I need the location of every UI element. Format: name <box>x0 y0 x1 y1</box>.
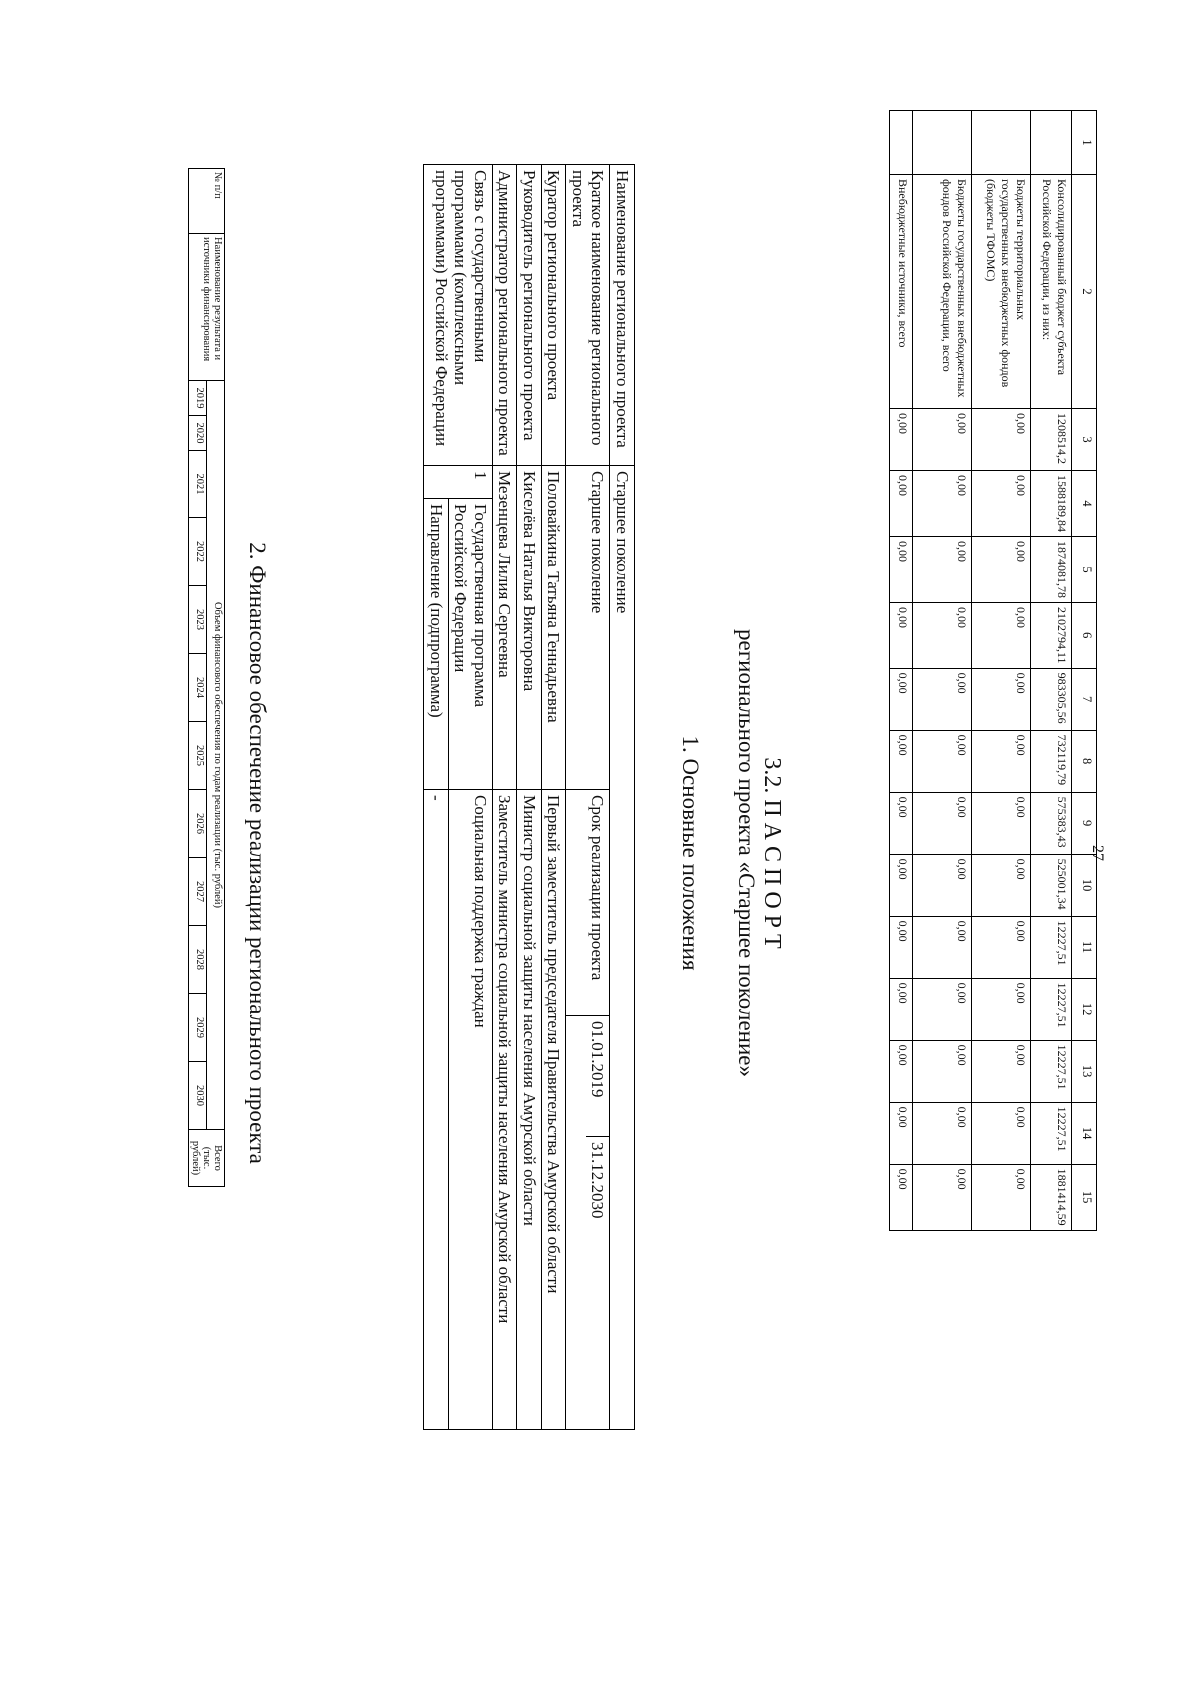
row-name: Внебюджетные источники, всего <box>890 175 913 409</box>
value-cell: 0,00 <box>913 1040 972 1102</box>
table-row <box>972 111 1031 1231</box>
value-cell: 0,00 <box>972 978 1031 1040</box>
header-cell: 6 <box>1072 603 1097 669</box>
year-cell: 2023 <box>189 586 207 654</box>
link-num: 1 <box>424 466 493 499</box>
head-role: Министр социальной защиты населения Амурской области <box>517 790 542 1430</box>
row-num <box>890 111 913 175</box>
year-cell: 2022 <box>189 518 207 586</box>
year-cell: 2026 <box>189 790 207 858</box>
value-cell: 575383,43 <box>1031 792 1072 854</box>
table-row <box>207 169 225 1187</box>
header-cell: 11 <box>1072 916 1097 978</box>
value-cell: 0,00 <box>972 471 1031 537</box>
value-cell: 0,00 <box>972 1040 1031 1102</box>
row-num <box>1031 111 1072 175</box>
header-cell: 1 <box>1072 111 1097 175</box>
header-cell: 2 <box>1072 175 1097 409</box>
value-cell: 0,00 <box>972 603 1031 669</box>
value-cell: 0,00 <box>913 471 972 537</box>
program-value: Социальная поддержка граждан <box>448 790 492 1430</box>
value-cell: 0,00 <box>913 978 972 1040</box>
basic-provisions-table <box>423 164 635 1430</box>
value-cell: 12227,51 <box>1031 916 1072 978</box>
term-start: 01.01.2019 <box>586 1016 610 1137</box>
link-label: Связь с государственными программами (комплексными программами) Российской Федерации <box>424 165 493 466</box>
table-row <box>913 111 972 1231</box>
value-cell: 0,00 <box>972 730 1031 792</box>
section2-table <box>188 168 225 1187</box>
row-name: Консолидированный бюджет субъекта Российской Федерации, из них: <box>1031 175 1072 409</box>
value-cell: 12227,51 <box>1031 978 1072 1040</box>
table-row <box>610 165 635 1430</box>
value-cell: 0,00 <box>972 916 1031 978</box>
value-cell: 0,00 <box>972 1164 1031 1230</box>
table-row <box>1031 111 1072 1231</box>
value-cell: 0,00 <box>890 792 913 854</box>
header-cell: 13 <box>1072 1040 1097 1102</box>
value-cell: 0,00 <box>890 978 913 1040</box>
header-cell: 10 <box>1072 854 1097 916</box>
value-cell: 0,00 <box>913 603 972 669</box>
value-cell: 1881414,59 <box>1031 1164 1072 1230</box>
value-cell: 1588189,84 <box>1031 471 1072 537</box>
curator-name: Половайкина Татьяна Геннадьевна <box>541 466 566 790</box>
value-cell: 1208514,2 <box>1031 409 1072 471</box>
section1-title: 1. Основные положения <box>678 735 703 971</box>
value-cell: 0,00 <box>913 1164 972 1230</box>
header-cell: 5 <box>1072 537 1097 603</box>
value-cell: 0,00 <box>913 730 972 792</box>
value-cell: 12227,51 <box>1031 1040 1072 1102</box>
value-cell: 0,00 <box>913 668 972 730</box>
header-cell: 8 <box>1072 730 1097 792</box>
value-cell: 0,00 <box>972 537 1031 603</box>
year-cell: 2021 <box>189 451 207 518</box>
direction-label: Направление (подпрограмма) <box>424 499 449 790</box>
value-cell: 0,00 <box>972 792 1031 854</box>
short-name-label: Краткое наименование регионального проекта <box>566 165 610 466</box>
value-cell: 0,00 <box>972 409 1031 471</box>
value-cell: 12227,51 <box>1031 1102 1072 1164</box>
header-cell: 7 <box>1072 668 1097 730</box>
header-cell: 12 <box>1072 978 1097 1040</box>
value-cell: 0,00 <box>890 916 913 978</box>
value-cell: 0,00 <box>913 916 972 978</box>
table-row <box>448 165 492 1430</box>
value-cell: 2102794,11 <box>1031 603 1072 669</box>
value-cell: 0,00 <box>913 792 972 854</box>
page-number: 27 <box>1089 845 1106 861</box>
row-num <box>913 111 972 175</box>
value-cell: 983305,56 <box>1031 668 1072 730</box>
admin-name: Мезенцева Лилия Сергеевна <box>492 466 517 790</box>
table-row <box>541 165 566 1430</box>
value-cell: 0,00 <box>890 668 913 730</box>
term-end: 31.12.2030 <box>588 1142 608 1219</box>
value-cell: 0,00 <box>890 471 913 537</box>
col-num: № п/п <box>189 169 225 234</box>
value-cell: 0,00 <box>890 730 913 792</box>
value-cell: 0,00 <box>890 537 913 603</box>
col-volume: Объем финансового обеспечения по годам реализации (тыс. рублей) <box>207 381 225 1130</box>
col-name: Наименование результата и источники финансирования <box>189 234 225 381</box>
year-cell: 2024 <box>189 654 207 722</box>
section2-title: 2. Финансовое обеспечение реализации регионального проекта <box>245 542 270 1164</box>
value-cell: 732119,79 <box>1031 730 1072 792</box>
finance-table-header <box>1072 111 1097 1231</box>
year-cell: 2029 <box>189 994 207 1062</box>
value-cell: 0,00 <box>890 854 913 916</box>
finance-table <box>889 110 1097 1231</box>
value-cell: 0,00 <box>972 854 1031 916</box>
table-row <box>890 111 913 1231</box>
term-dates-table <box>586 1016 610 1429</box>
table-row <box>492 165 517 1430</box>
value-cell: 0,00 <box>913 1102 972 1164</box>
table-row <box>586 1016 610 1429</box>
header-cell: 14 <box>1072 1102 1097 1164</box>
value-cell: 0,00 <box>890 603 913 669</box>
table-row <box>566 165 610 1430</box>
header-cell: 15 <box>1072 1164 1097 1230</box>
year-cell: 2027 <box>189 858 207 926</box>
value-cell: 525001,34 <box>1031 854 1072 916</box>
value-cell: 0,00 <box>913 537 972 603</box>
row-num <box>972 111 1031 175</box>
value-cell: 0,00 <box>913 854 972 916</box>
value-cell: 0,00 <box>890 1040 913 1102</box>
passport-title: 3.2. П А С П О Р Т <box>759 757 785 949</box>
year-cell: 2025 <box>189 722 207 790</box>
short-name-value: Старшее поколение <box>566 466 610 790</box>
col-total: Всего (тыс. рублей) <box>189 1130 225 1187</box>
value-cell: 0,00 <box>913 409 972 471</box>
value-cell: 0,00 <box>890 409 913 471</box>
program-label: Государственная программа Российской Федерации <box>448 499 492 790</box>
year-cell: 2030 <box>189 1062 207 1130</box>
value-cell: 0,00 <box>890 1164 913 1230</box>
value-cell: 0,00 <box>972 1102 1031 1164</box>
value-cell: 0,00 <box>890 1102 913 1164</box>
header-cell: 4 <box>1072 471 1097 537</box>
header-cell: 9 <box>1072 792 1097 854</box>
head-label: Руководитель регионального проекта <box>517 165 542 466</box>
header-cell: 3 <box>1072 409 1097 471</box>
value-cell: 1874081,78 <box>1031 537 1072 603</box>
term-dates <box>566 1016 610 1430</box>
passport-subtitle: регионального проекта «Старшее поколение» <box>734 629 759 1077</box>
name-value: Старшее поколение <box>610 466 635 1430</box>
value-cell: 0,00 <box>972 668 1031 730</box>
admin-label: Администратор регионального проекта <box>492 165 517 466</box>
direction-value: - <box>424 790 449 1430</box>
term-label: Срок реализации проекта <box>566 790 610 1016</box>
year-cell: 2019 <box>189 381 207 416</box>
row-name: Бюджеты территориальных государственных внебюджетных фондов (бюджеты ТФОМС) <box>972 175 1031 409</box>
year-cell: 2020 <box>189 416 207 451</box>
admin-role: Заместитель министра социальной защиты населения Амурской области <box>492 790 517 1430</box>
table-row <box>517 165 542 1430</box>
curator-label: Куратор регионального проекта <box>541 165 566 466</box>
name-label: Наименование регионального проекта <box>610 165 635 466</box>
head-name: Киселёва Наталья Викторовна <box>517 466 542 790</box>
curator-role: Первый заместитель председателя Правительства Амурской области <box>541 790 566 1430</box>
year-cell: 2028 <box>189 926 207 994</box>
row-name: Бюджеты государственных внебюджетных фондов Российской Федерации, всего <box>913 175 972 409</box>
